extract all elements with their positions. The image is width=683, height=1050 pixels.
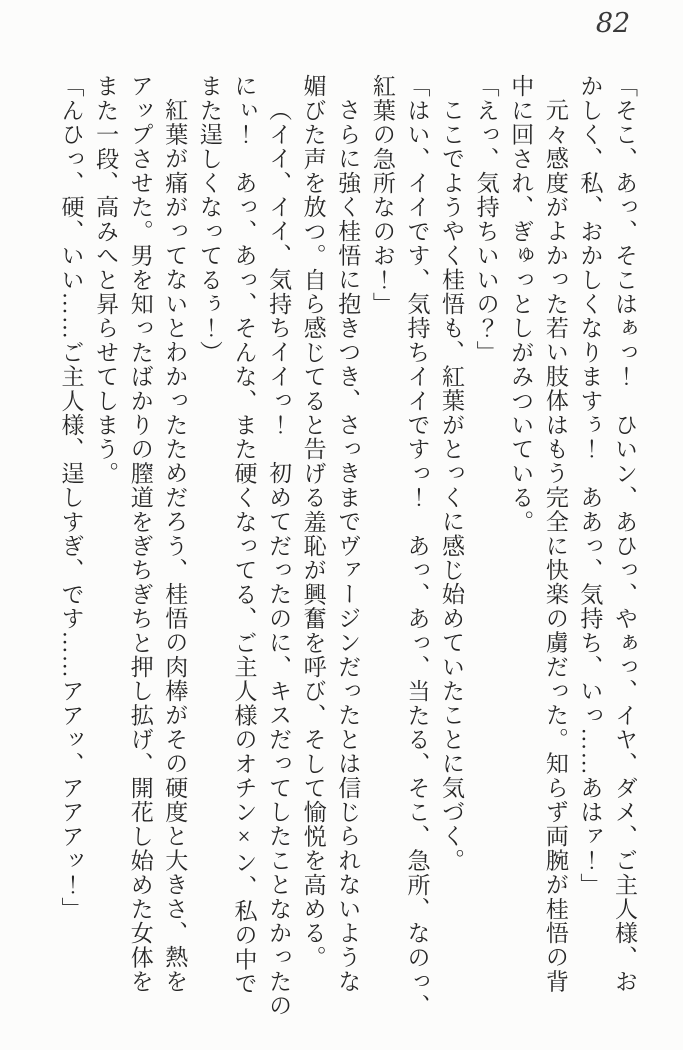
text-line: 中に回され、ぎゅっとしがみついている。	[508, 74, 534, 534]
text-line: （イイ、イイ、気持ちイイっ！ 初めてだったのに、キスだってしたことなかったの	[266, 98, 292, 1018]
text-line: ここでようやく桂悟も、紅葉がとっくに感じ始めていたことに気づく。	[439, 98, 465, 873]
text-line: 紅葉が痛がってないとわかったためだろう、桂悟の肉棒がその硬度と大きさ、熱を	[162, 98, 188, 994]
text-line: アップさせた。男を知ったばかりの膣道をぎちぎちと押し拡げ、開花し始めた女体を	[127, 74, 153, 994]
text-line: 「んひっ、硬、いい……ご主人様、逞しすぎ、です……アアッ、アアアッ！」	[58, 74, 84, 921]
text-line: 紅葉の急所なのお！」	[369, 74, 395, 316]
text-line: 媚びた声を放つ。自ら感じてると告げる羞恥が興奮を呼び、そして愉悦を高める。	[300, 74, 326, 970]
text-line: かしく、私、おかしくなりますぅ！ ああっ、気持ち、いっ……あはァ！」	[577, 74, 603, 897]
text-line: 「はい、イイです、気持ちイイですっ！ あっ、あっ、当たる、そこ、急所、なのっ、	[404, 74, 430, 1018]
text-line: また一段、高みへと昇らせてしまう。	[93, 74, 119, 486]
text-line: 「そこ、あっ、そこはぁっ！ ひいン、あひっ、やぁっ、イヤ、ダメ、ご主人様、お	[612, 74, 637, 994]
text-line: さらに強く桂悟に抱きつき、さっきまでヴァージンだったとは信じられないような	[335, 98, 361, 994]
text-line: にぃ！ あっ、あっ、そんな、また硬くなってる、ご主人様のオチン×ン、私の中で	[231, 74, 257, 996]
text-line: また逞しくなってるぅ！）	[196, 74, 222, 365]
page-number: 82	[595, 8, 631, 39]
vertical-text-block	[53, 74, 641, 1018]
text-line: 「えっ、気持ちいいの？」	[473, 74, 499, 365]
text-line: 元々感度がよかった若い肢体はもう完全に快楽の虜だった。知らず両腕が桂悟の背	[542, 98, 568, 994]
